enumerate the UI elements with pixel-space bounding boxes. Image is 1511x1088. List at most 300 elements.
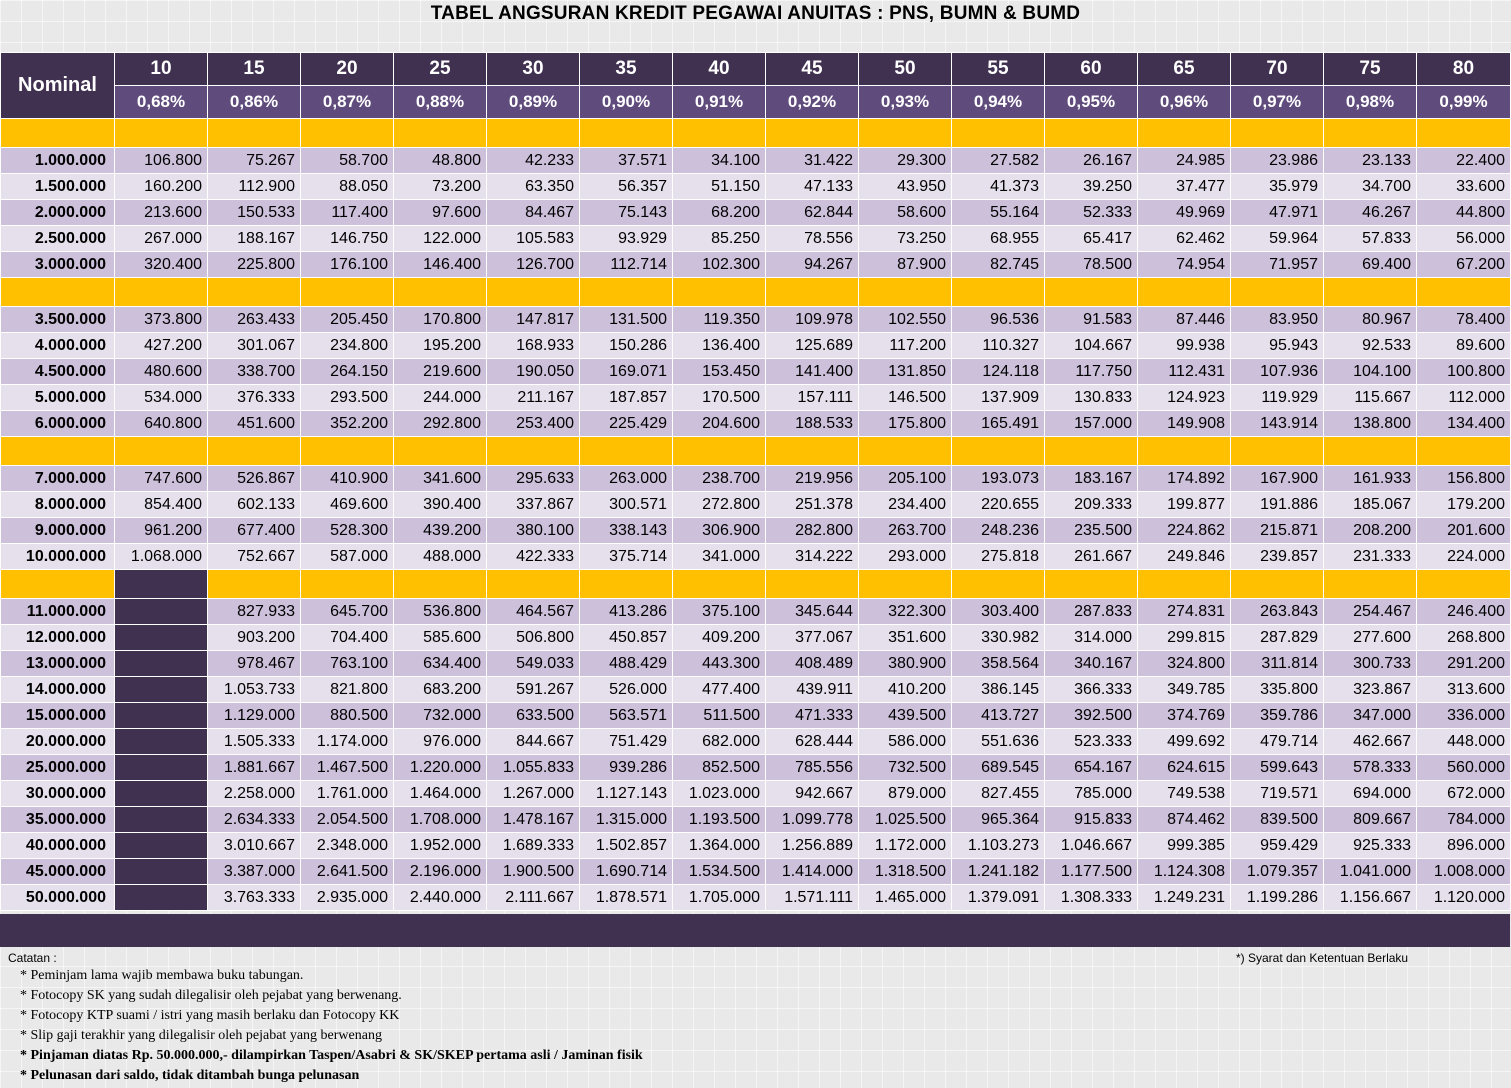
nominal-cell: 11.000.000 [1,599,115,625]
installment-cell: 23.133 [1324,148,1417,174]
installment-cell: 578.333 [1324,755,1417,781]
installment-cell: 683.200 [394,677,487,703]
installment-cell: 251.378 [766,492,859,518]
installment-cell: 175.800 [859,411,952,437]
installment-cell: 351.600 [859,625,952,651]
nominal-cell: 13.000.000 [1,651,115,677]
installment-cell: 390.400 [394,492,487,518]
installment-cell: 109.978 [766,307,859,333]
note-item: * Peminjam lama wajib membawa buku tabungan. [20,968,304,983]
installment-cell: 1.571.111 [766,885,859,911]
installment-cell: 1.478.167 [487,807,580,833]
installment-cell: 2.634.333 [208,807,301,833]
table-row [1,466,1511,492]
table-row [1,226,1511,252]
installment-cell: 313.600 [1417,677,1511,703]
installment-cell: 176.100 [301,252,394,278]
installment-cell: 131.500 [580,307,673,333]
installment-cell: 563.571 [580,703,673,729]
installment-cell: 599.643 [1231,755,1324,781]
nominal-cell: 30.000.000 [1,781,115,807]
rate-header: 0,91% [673,86,766,119]
installment-cell: 852.500 [673,755,766,781]
nominal-cell: 2.500.000 [1,226,115,252]
installment-cell: 199.877 [1138,492,1231,518]
installment-cell: 809.667 [1324,807,1417,833]
nominal-cell: 7.000.000 [1,466,115,492]
installment-cell: 301.067 [208,333,301,359]
installment-cell: 112.431 [1138,359,1231,385]
installment-cell: 462.667 [1324,729,1417,755]
table-row [1,599,1511,625]
installment-cell: 1.220.000 [394,755,487,781]
installment-cell: 640.800 [115,411,208,437]
empty-cell [115,885,208,911]
installment-cell: 287.829 [1231,625,1324,651]
installment-cell: 87.446 [1138,307,1231,333]
installment-cell: 187.857 [580,385,673,411]
installment-cell: 959.429 [1231,833,1324,859]
installment-cell: 188.167 [208,226,301,252]
installment-cell: 248.236 [952,518,1045,544]
page-title: TABEL ANGSURAN KREDIT PEGAWAI ANUITAS : PNS, BUMN & BUMD [430,3,1081,24]
nominal-cell: 50.000.000 [1,885,115,911]
installment-cell: 78.556 [766,226,859,252]
nominal-cell: 4.000.000 [1,333,115,359]
installment-cell: 167.900 [1231,466,1324,492]
installment-cell: 1.025.500 [859,807,952,833]
installment-cell: 23.986 [1231,148,1324,174]
installment-cell: 526.867 [208,466,301,492]
installment-cell: 104.667 [1045,333,1138,359]
installment-cell: 451.600 [208,411,301,437]
empty-cell [115,859,208,885]
installment-cell: 22.400 [1417,148,1511,174]
installment-cell: 340.167 [1045,651,1138,677]
installment-cell: 1.464.000 [394,781,487,807]
installment-cell: 73.250 [859,226,952,252]
installment-cell: 3.387.000 [208,859,301,885]
installment-cell: 274.831 [1138,599,1231,625]
installment-cell: 68.200 [673,200,766,226]
installment-cell: 208.200 [1324,518,1417,544]
table-row [1,252,1511,278]
installment-cell: 373.800 [115,307,208,333]
installment-cell: 193.073 [952,466,1045,492]
installment-cell: 55.164 [952,200,1045,226]
installment-cell: 89.600 [1417,333,1511,359]
installment-cell: 311.814 [1231,651,1324,677]
installment-cell: 42.233 [487,148,580,174]
installment-cell: 102.300 [673,252,766,278]
nominal-cell: 35.000.000 [1,807,115,833]
installment-cell: 410.900 [301,466,394,492]
note-item: * Pinjaman diatas Rp. 50.000.000,- dilampirkan Taspen/Asabri & SK/SKEP pertama asli / Jaminan fisik [20,1048,643,1063]
installment-cell: 78.500 [1045,252,1138,278]
table-row [1,703,1511,729]
installment-cell: 138.800 [1324,411,1417,437]
installment-cell: 874.462 [1138,807,1231,833]
installment-cell: 2.258.000 [208,781,301,807]
empty-cell [115,833,208,859]
installment-cell: 314.000 [1045,625,1138,651]
installment-cell: 87.900 [859,252,952,278]
installment-cell: 1.099.778 [766,807,859,833]
installment-cell: 719.571 [1231,781,1324,807]
installment-cell: 408.489 [766,651,859,677]
tenor-header: 15 [208,53,301,86]
installment-cell: 585.600 [394,625,487,651]
installment-cell: 477.400 [673,677,766,703]
installment-cell: 1.881.667 [208,755,301,781]
installment-cell: 170.500 [673,385,766,411]
table-row [1,651,1511,677]
rate-header: 0,99% [1417,86,1511,119]
installment-cell: 126.700 [487,252,580,278]
installment-cell: 523.333 [1045,729,1138,755]
tenor-header: 50 [859,53,952,86]
installment-cell: 1.079.357 [1231,859,1324,885]
installment-cell: 1.241.182 [952,859,1045,885]
installment-cell: 188.533 [766,411,859,437]
installment-cell: 52.333 [1045,200,1138,226]
installment-cell: 903.200 [208,625,301,651]
installment-cell: 134.400 [1417,411,1511,437]
installment-cell: 58.700 [301,148,394,174]
installment-cell: 694.000 [1324,781,1417,807]
installment-cell: 253.400 [487,411,580,437]
installment-cell: 306.900 [673,518,766,544]
table-row [1,307,1511,333]
installment-cell: 375.100 [673,599,766,625]
table-row [1,625,1511,651]
group-separator [1,278,1511,307]
installment-cell: 528.300 [301,518,394,544]
installment-cell: 263.433 [208,307,301,333]
installment-cell: 752.667 [208,544,301,570]
tenor-header: 40 [673,53,766,86]
installment-cell: 215.871 [1231,518,1324,544]
nominal-cell: 9.000.000 [1,518,115,544]
installment-cell: 110.327 [952,333,1045,359]
table-row [1,859,1511,885]
note-item: * Fotocopy SK yang sudah dilegalisir oleh pejabat yang berwenang. [20,988,402,1003]
installment-cell: 1.041.000 [1324,859,1417,885]
installment-cell: 2.935.000 [301,885,394,911]
tenor-header: 45 [766,53,859,86]
installment-cell: 1.505.333 [208,729,301,755]
installment-cell: 880.500 [301,703,394,729]
nominal-cell: 3.500.000 [1,307,115,333]
installment-cell: 58.600 [859,200,952,226]
installment-cell: 377.067 [766,625,859,651]
installment-cell: 2.111.667 [487,885,580,911]
installment-cell: 450.857 [580,625,673,651]
nominal-cell: 25.000.000 [1,755,115,781]
installment-cell: 422.333 [487,544,580,570]
installment-cell: 249.846 [1138,544,1231,570]
tenor-header: 25 [394,53,487,86]
installment-cell: 2.440.000 [394,885,487,911]
installment-cell: 785.556 [766,755,859,781]
installment-cell: 1.900.500 [487,859,580,885]
installment-cell: 63.350 [487,174,580,200]
installment-cell: 480.600 [115,359,208,385]
installment-cell: 386.145 [952,677,1045,703]
installment-cell: 104.100 [1324,359,1417,385]
installment-cell: 1.952.000 [394,833,487,859]
installment-cell: 1.315.000 [580,807,673,833]
installment-cell: 341.600 [394,466,487,492]
installment-cell: 57.833 [1324,226,1417,252]
installment-cell: 71.957 [1231,252,1324,278]
installment-cell: 1.103.273 [952,833,1045,859]
installment-cell: 267.000 [115,226,208,252]
tenor-header: 55 [952,53,1045,86]
notes-heading: Catatan : [8,951,57,965]
nominal-cell: 45.000.000 [1,859,115,885]
installment-cell: 234.800 [301,333,394,359]
rate-header: 0,96% [1138,86,1231,119]
table-row [1,492,1511,518]
nominal-cell: 4.500.000 [1,359,115,385]
installment-cell: 1.068.000 [115,544,208,570]
installment-cell: 1.689.333 [487,833,580,859]
installment-cell: 224.000 [1417,544,1511,570]
installment-cell: 488.429 [580,651,673,677]
installment-cell: 95.943 [1231,333,1324,359]
installment-cell: 59.964 [1231,226,1324,252]
installment-cell: 292.800 [394,411,487,437]
installment-cell: 85.250 [673,226,766,252]
installment-cell: 170.800 [394,307,487,333]
tenor-header: 70 [1231,53,1324,86]
empty-cell [115,625,208,651]
tenor-header: 60 [1045,53,1138,86]
table-row [1,385,1511,411]
installment-cell: 190.050 [487,359,580,385]
installment-cell: 225.800 [208,252,301,278]
footer-band [0,914,1510,947]
tenor-header: 65 [1138,53,1231,86]
installment-cell: 549.033 [487,651,580,677]
installment-cell: 392.500 [1045,703,1138,729]
installment-cell: 67.200 [1417,252,1511,278]
installment-cell: 314.222 [766,544,859,570]
installment-cell: 633.500 [487,703,580,729]
installment-cell: 31.422 [766,148,859,174]
installment-cell: 191.886 [1231,492,1324,518]
installment-cell: 37.477 [1138,174,1231,200]
installment-cell: 287.833 [1045,599,1138,625]
installment-cell: 499.692 [1138,729,1231,755]
table-row [1,833,1511,859]
empty-cell [115,677,208,703]
installment-cell: 205.100 [859,466,952,492]
installment-cell: 37.571 [580,148,673,174]
installment-cell: 244.000 [394,385,487,411]
table-row [1,885,1511,911]
nominal-cell: 2.000.000 [1,200,115,226]
installment-cell: 107.936 [1231,359,1324,385]
installment-cell: 231.333 [1324,544,1417,570]
table-row [1,518,1511,544]
nominal-cell: 14.000.000 [1,677,115,703]
installment-cell: 939.286 [580,755,673,781]
installment-cell: 80.967 [1324,307,1417,333]
installment-cell: 827.933 [208,599,301,625]
installment-cell: 27.582 [952,148,1045,174]
installment-cell: 150.286 [580,333,673,359]
installment-cell: 763.100 [301,651,394,677]
installment-cell: 35.979 [1231,174,1324,200]
installment-cell: 130.833 [1045,385,1138,411]
installment-cell: 925.333 [1324,833,1417,859]
installment-cell: 205.450 [301,307,394,333]
installment-cell: 1.878.571 [580,885,673,911]
installment-cell: 785.000 [1045,781,1138,807]
installment-cell: 56.357 [580,174,673,200]
installment-cell: 261.667 [1045,544,1138,570]
table-row [1,333,1511,359]
installment-cell: 219.956 [766,466,859,492]
installment-cell: 1.156.667 [1324,885,1417,911]
installment-cell: 183.167 [1045,466,1138,492]
installment-cell: 1.364.000 [673,833,766,859]
installment-cell: 119.350 [673,307,766,333]
table-row [1,148,1511,174]
installment-cell: 3.010.667 [208,833,301,859]
installment-cell: 115.667 [1324,385,1417,411]
installment-cell: 534.000 [115,385,208,411]
installment-cell: 300.733 [1324,651,1417,677]
installment-cell: 282.800 [766,518,859,544]
installment-cell: 56.000 [1417,226,1511,252]
installment-cell: 46.267 [1324,200,1417,226]
rate-header: 0,95% [1045,86,1138,119]
installment-cell: 47.133 [766,174,859,200]
installment-cell: 1.465.000 [859,885,952,911]
installment-cell: 323.867 [1324,677,1417,703]
installment-cell: 88.050 [301,174,394,200]
rate-header: 0,68% [115,86,208,119]
nominal-cell: 12.000.000 [1,625,115,651]
installment-cell: 2.196.000 [394,859,487,885]
installment-cell: 506.800 [487,625,580,651]
installment-cell: 117.400 [301,200,394,226]
installment-cell: 143.914 [1231,411,1324,437]
nominal-cell: 20.000.000 [1,729,115,755]
rate-header: 0,87% [301,86,394,119]
installment-cell: 751.429 [580,729,673,755]
installment-cell: 341.000 [673,544,766,570]
installment-cell: 879.000 [859,781,952,807]
installment-cell: 1.193.500 [673,807,766,833]
installment-cell: 854.400 [115,492,208,518]
installment-cell: 1.008.000 [1417,859,1511,885]
installment-cell: 26.167 [1045,148,1138,174]
installment-cell: 999.385 [1138,833,1231,859]
table-row [1,729,1511,755]
installment-cell: 349.785 [1138,677,1231,703]
rate-header: 0,86% [208,86,301,119]
rate-header: 0,98% [1324,86,1417,119]
installment-cell: 263.700 [859,518,952,544]
installment-cell: 300.571 [580,492,673,518]
installment-cell: 74.954 [1138,252,1231,278]
nominal-cell: 40.000.000 [1,833,115,859]
installment-cell: 682.000 [673,729,766,755]
tenor-header: 75 [1324,53,1417,86]
installment-cell: 239.857 [1231,544,1324,570]
installment-cell: 254.467 [1324,599,1417,625]
nominal-cell: 6.000.000 [1,411,115,437]
installment-cell: 439.911 [766,677,859,703]
installment-cell: 338.700 [208,359,301,385]
rate-header: 0,92% [766,86,859,119]
installment-cell: 366.333 [1045,677,1138,703]
installment-cell: 732.000 [394,703,487,729]
installment-cell: 376.333 [208,385,301,411]
installment-cell: 551.636 [952,729,1045,755]
installment-cell: 93.929 [580,226,673,252]
installment-cell: 146.500 [859,385,952,411]
rate-header: 0,89% [487,86,580,119]
installment-cell: 352.200 [301,411,394,437]
installment-cell: 488.000 [394,544,487,570]
tenor-header: 35 [580,53,673,86]
installment-cell: 358.564 [952,651,1045,677]
installment-cell: 238.700 [673,466,766,492]
installment-cell: 689.545 [952,755,1045,781]
installment-cell: 677.400 [208,518,301,544]
installment-cell: 427.200 [115,333,208,359]
installment-cell: 51.150 [673,174,766,200]
installment-cell: 961.200 [115,518,208,544]
installment-cell: 1.705.000 [673,885,766,911]
empty-cell [115,755,208,781]
installment-cell: 1.055.833 [487,755,580,781]
installment-cell: 174.892 [1138,466,1231,492]
installment-cell: 322.300 [859,599,952,625]
installment-cell: 624.615 [1138,755,1231,781]
installment-cell: 1.177.500 [1045,859,1138,885]
installment-cell: 628.444 [766,729,859,755]
installment-cell: 41.373 [952,174,1045,200]
installment-cell: 1.761.000 [301,781,394,807]
installment-cell: 1.023.000 [673,781,766,807]
installment-cell: 149.908 [1138,411,1231,437]
installment-cell: 586.000 [859,729,952,755]
installment-cell: 122.000 [394,226,487,252]
installment-cell: 246.400 [1417,599,1511,625]
installment-cell: 272.800 [673,492,766,518]
installment-cell: 146.400 [394,252,487,278]
installment-cell: 235.500 [1045,518,1138,544]
installment-cell: 464.567 [487,599,580,625]
table-row [1,781,1511,807]
installment-cell: 479.714 [1231,729,1324,755]
installment-cell: 560.000 [1417,755,1511,781]
installment-cell: 439.500 [859,703,952,729]
installment-cell: 62.462 [1138,226,1231,252]
installment-cell: 97.600 [394,200,487,226]
installment-cell: 839.500 [1231,807,1324,833]
installment-cell: 263.843 [1231,599,1324,625]
installment-cell: 34.100 [673,148,766,174]
installment-cell: 220.655 [952,492,1045,518]
installment-cell: 157.111 [766,385,859,411]
